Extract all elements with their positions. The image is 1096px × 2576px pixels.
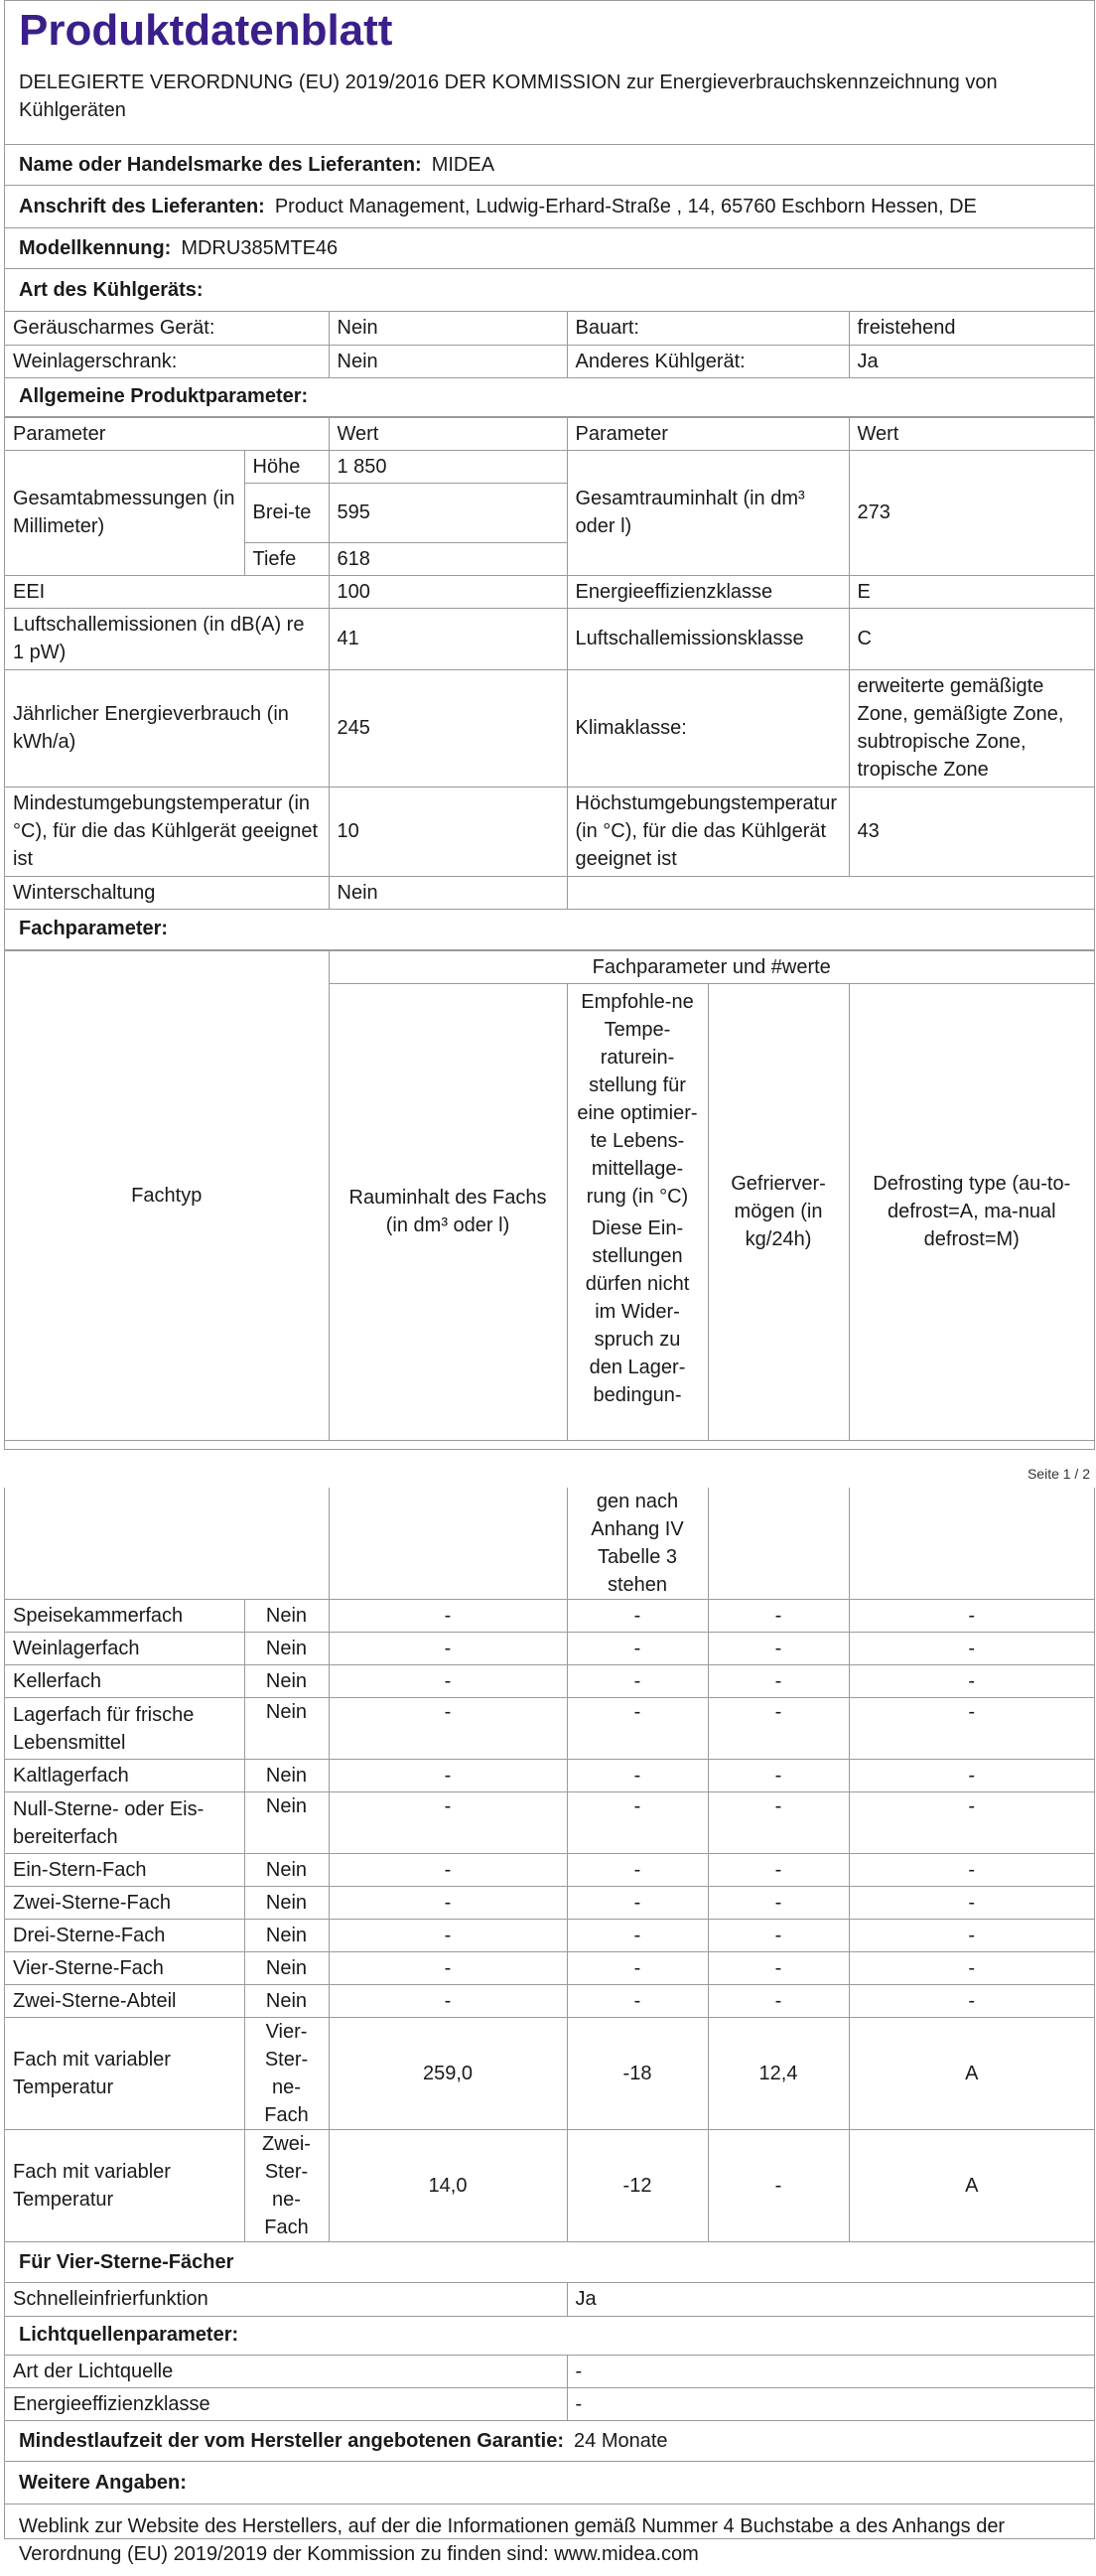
param-cell: Luftschallemissionsklasse [567,608,849,669]
compartment-freeze: - [708,1985,849,2018]
type-cell: Ja [849,345,1094,377]
dimensions-label: Gesamtabmessungen (in Millimeter) [5,450,244,575]
light-table [5,2356,1094,2422]
compartment-present: Nein [244,1665,329,1698]
compartment-volume: 259,0 [329,2018,567,2130]
page-1 [4,0,1095,1450]
param-cell: EEI [5,575,329,608]
compartment-defrost: - [849,1792,1094,1854]
compartment-temperature: - [567,1633,708,1665]
compartment-defrost: - [849,1952,1094,1985]
compartment-freeze: 12,4 [708,2018,849,2130]
compartment-volume: - [329,1920,567,1952]
type-table [5,312,1094,378]
general-table [5,417,1094,910]
group-header: Fachparameter und #werte [329,950,1094,983]
fast-freeze-value: Ja [567,2283,1094,2316]
table-row [5,2388,1094,2421]
compartment-name: Null-Sterne- oder Eis-bereiterfach [5,1792,244,1854]
empty-cell [708,1488,849,1600]
compartment-freeze: - [708,2130,849,2242]
param-cell: Luftschallemissionen (in dB(A) re 1 pW) [5,608,329,669]
table-row [5,669,1094,787]
light-value: - [567,2388,1094,2421]
temperature-header-line1: Empfohle-ne Tempe-raturein-stellung für eine optimier-te Lebens-mittellage-rung (in °C) [577,990,698,1208]
defrost-header: Defrosting type (au-to-defrost=A, ma-nual defrost=M) [849,983,1094,1440]
table-row [5,1854,1094,1887]
compartment-freeze: - [708,1665,849,1698]
compartment-freeze: - [708,1600,849,1633]
compartment-volume: - [329,1665,567,1698]
compartment-name: Lagerfach für frische Lebensmittel [5,1698,244,1760]
compartment-temperature: - [567,1920,708,1952]
compartment-present: Nein [244,1633,329,1665]
value-cell: 41 [329,608,567,669]
compartment-freeze: - [708,1920,849,1952]
model-value: MDRU385MTE46 [181,236,339,259]
table-row [5,1985,1094,2018]
type-cell: Nein [329,345,567,377]
compartment-name: Fach mit variabler Temperatur [5,2018,244,2130]
compartment-present: Nein [244,1887,329,1920]
compartment-temperature: - [567,1698,708,1760]
compartment-defrost: - [849,1887,1094,1920]
compartment-volume: - [329,1633,567,1665]
compartment-name: Zwei-Sterne-Abteil [5,1985,244,2018]
table-row [5,787,1094,876]
compartment-name: Weinlagerfach [5,1633,244,1665]
table-row [5,575,1094,608]
dim-value: 1 850 [329,450,567,483]
table-row [5,1665,1094,1698]
temperature-header [567,983,708,1440]
param-cell: Mindestumgebungstemperatur (in °C), für die das Kühlgerät geeignet ist [5,787,329,876]
compartment-present: Nein [244,1600,329,1633]
compartment-defrost: - [849,1665,1094,1698]
param-cell: Jährlicher Energieverbrauch (in kWh/a) [5,669,329,787]
light-value: - [567,2356,1094,2388]
compartment-temperature: -12 [567,2130,708,2242]
compartment-temperature: - [567,1600,708,1633]
warranty-value: 24 Monate [574,2429,668,2452]
table-row [5,345,1094,377]
compartment-defrost: - [849,1633,1094,1665]
param-cell: Winterschaltung [5,876,329,909]
compartment-present: Vier-Ster-ne-Fach [244,2018,329,2130]
compartment-freeze: - [708,1633,849,1665]
light-label: Energieeffizienzklasse [5,2388,567,2421]
table-row [5,312,1094,345]
compartment-present: Nein [244,1920,329,1952]
type-cell: freistehend [849,312,1094,345]
warranty-label: Mindestlaufzeit der vom Hersteller angebotenen Garantie: [19,2429,565,2452]
more-section-heading: Weitere Angaben: [5,2462,1094,2504]
compartment-volume: - [329,1698,567,1760]
table-row [5,876,1094,909]
compartment-freeze: - [708,1887,849,1920]
model-row [5,228,1094,269]
type-cell: Geräuscharmes Gerät: [5,312,329,345]
param-cell: Höchstumgebungstemperatur (in °C), für die das Kühlgerät geeignet ist [567,787,849,876]
compartment-freeze: - [708,1760,849,1792]
type-cell: Anderes Kühlgerät: [567,345,849,377]
compartment-present: Nein [244,1952,329,1985]
general-section-heading: Allgemeine Produktparameter: [5,378,1094,417]
supplier-row [5,145,1094,186]
compartment-name: Drei-Sterne-Fach [5,1920,244,1952]
value-cell: 10 [329,787,567,876]
table-row [5,1920,1094,1952]
model-label: Modellkennung: [19,236,172,259]
warranty-row [5,2421,1094,2462]
temperature-header-continued: gen nach Anhang IV Tabelle 3 stehen [567,1488,708,1600]
type-cell: Nein [329,312,567,345]
table-row [5,450,1094,483]
compartment-defrost: - [849,1985,1094,2018]
compartment-temperature: - [567,1760,708,1792]
type-cell: Weinlagerschrank: [5,345,329,377]
fast-freeze-label: Schnelleinfrierfunktion [5,2283,567,2316]
header-cell: Wert [329,417,567,450]
fachtyp-header: Fachtyp [5,950,329,1440]
regulation-intro: DELEGIERTE VERORDNUNG (EU) 2019/2016 DER KOMMISSION zur Energieverbrauchskennzeichnung von Kühlgeräten [5,59,1094,145]
compartment-name: Zwei-Sterne-Fach [5,1887,244,1920]
compartment-name: Vier-Sterne-Fach [5,1952,244,1985]
compartment-temperature: - [567,1985,708,2018]
light-label: Art der Lichtquelle [5,2356,567,2388]
compartment-name: Speisekammerfach [5,1600,244,1633]
dim-name: Brei-te [244,483,329,542]
table-row [5,1488,1094,1600]
address-row [5,186,1094,228]
compartment-present: Zwei-Ster-ne-Fach [244,2130,329,2242]
compartment-volume: - [329,1760,567,1792]
header-cell: Parameter [5,417,329,450]
table-row [5,1600,1094,1633]
compartment-temperature: - [567,1792,708,1854]
table-row [5,608,1094,669]
table-row [5,1887,1094,1920]
volume-label: Gesamtrauminhalt (in dm³ oder l) [567,450,849,575]
supplier-value: MIDEA [431,153,495,176]
table-row [5,2018,1094,2130]
special-header-table-p1 [5,950,1094,1441]
compartment-defrost: - [849,1854,1094,1887]
table-row [5,2283,1094,2316]
value-cell: E [849,575,1094,608]
volume-value: 273 [849,450,1094,575]
compartment-present: Nein [244,1985,329,2018]
compartment-defrost: - [849,1920,1094,1952]
empty-cell [849,1488,1094,1600]
compartment-present: Nein [244,1698,329,1760]
header-cell: Parameter [567,417,849,450]
value-cell: 245 [329,669,567,787]
compartment-volume: - [329,1952,567,1985]
table-row [5,417,1094,450]
compartment-freeze: - [708,1952,849,1985]
value-cell: erweiterte gemäßigte Zone, gemäßigte Zone, subtropische Zone, tropische Zone [849,669,1094,787]
four-star-section-heading: Für Vier-Sterne-Fächer [5,2242,1094,2283]
compartment-volume: 14,0 [329,2130,567,2242]
table-row [5,1792,1094,1854]
page-2 [4,1488,1095,2565]
special-section-heading: Fachparameter: [5,910,1094,950]
value-cell: 43 [849,787,1094,876]
compartment-temperature: - [567,1665,708,1698]
compartment-present: Nein [244,1760,329,1792]
compartment-temperature: -18 [567,2018,708,2130]
dim-value: 595 [329,483,567,542]
compartment-temperature: - [567,1952,708,1985]
compartment-freeze: - [708,1792,849,1854]
table-row [5,1698,1094,1760]
value-cell: 100 [329,575,567,608]
compartment-table [5,1488,1094,2242]
compartment-temperature: - [567,1887,708,1920]
header-cell: Wert [849,417,1094,450]
table-row [5,1633,1094,1665]
dim-value: 618 [329,542,567,575]
light-section-heading: Lichtquellenparameter: [5,2317,1094,2356]
compartment-volume: - [329,1792,567,1854]
weblink-text: Weblink zur Website des Herstellers, auf der die Informationen gemäß Nummer 4 Buchstabe a des Anhangs der Verordnung (EU) 2019/2019 der Kommission zu finden sind: www.midea.com [19,2515,1006,2565]
dim-name: Höhe [244,450,329,483]
compartment-name: Kaltlagerfach [5,1760,244,1792]
compartment-defrost: - [849,1600,1094,1633]
compartment-name: Kellerfach [5,1665,244,1698]
address-label: Anschrift des Lieferanten: [19,195,265,217]
compartment-freeze: - [708,1698,849,1760]
compartment-name: Ein-Stern-Fach [5,1854,244,1887]
table-row [5,2130,1094,2242]
param-cell: Energieeffizienzklasse [567,575,849,608]
type-section-heading: Art des Kühlgeräts: [5,269,1094,312]
compartment-defrost: - [849,1698,1094,1760]
table-row [5,2356,1094,2388]
dim-name: Tiefe [244,542,329,575]
compartment-volume: - [329,1985,567,2018]
compartment-volume: - [329,1600,567,1633]
fast-freeze-table [5,2283,1094,2317]
type-cell: Bauart: [567,312,849,345]
value-cell: C [849,608,1094,669]
document-title: Produktdatenblatt [19,6,393,55]
param-cell: Klimaklasse: [567,669,849,787]
volume-header: Rauminhalt des Fachs (in dm³ oder l) [329,983,567,1440]
table-row [5,1952,1094,1985]
compartment-temperature: - [567,1854,708,1887]
temperature-header-line2: Diese Ein-stellungen dürfen nicht im Wider-spruch zu den Lager-bedingun- [585,1216,690,1406]
compartment-volume: - [329,1854,567,1887]
compartment-present: Nein [244,1792,329,1854]
value-cell: Nein [329,876,567,909]
table-row [5,950,1094,983]
compartment-defrost: A [849,2130,1094,2242]
compartment-defrost: - [849,1760,1094,1792]
table-row [5,1760,1094,1792]
compartment-defrost: A [849,2018,1094,2130]
compartment-freeze: - [708,1854,849,1887]
freeze-header: Gefrierver-mögen (in kg/24h) [708,983,849,1440]
compartment-volume: - [329,1887,567,1920]
address-value: Product Management, Ludwig-Erhard-Straße , 14, 65760 Eschborn Hessen, DE [274,195,977,217]
compartment-name: Fach mit variabler Temperatur [5,2130,244,2242]
empty-cell [567,876,1094,909]
compartment-present: Nein [244,1854,329,1887]
page-number: Seite 1 / 2 [1027,1466,1090,1482]
empty-cell [5,1488,329,1600]
supplier-label: Name oder Handelsmarke des Lieferanten: [19,153,422,176]
empty-cell [329,1488,567,1600]
